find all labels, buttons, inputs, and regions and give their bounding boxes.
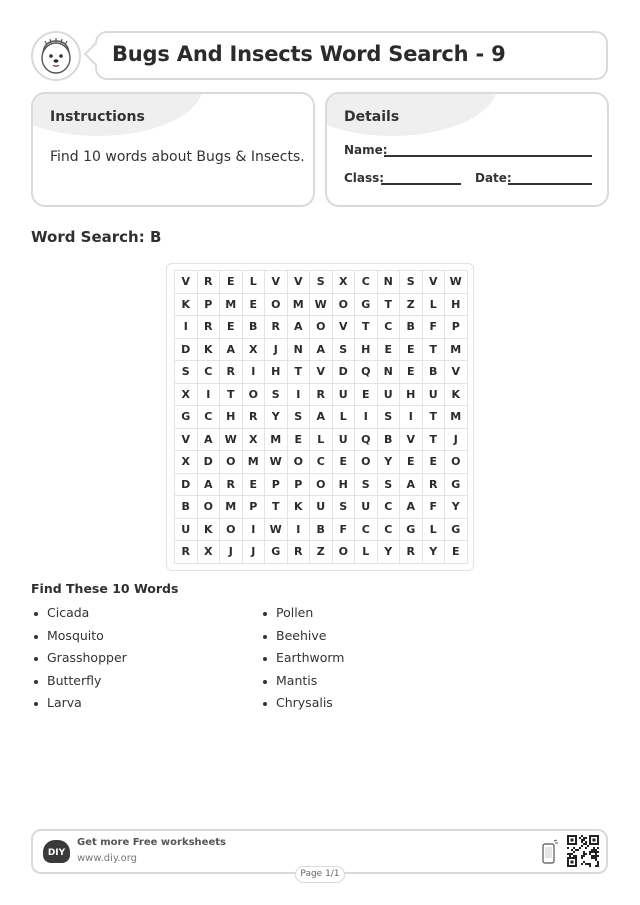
grid-cell[interactable]: O (265, 293, 288, 316)
word-list-right (260, 605, 345, 718)
grid-cell[interactable]: F (332, 518, 355, 541)
grid-row (175, 383, 468, 406)
grid-cell[interactable]: G (265, 541, 288, 564)
grid-cell[interactable]: S (377, 473, 400, 496)
grid-cell[interactable]: X (197, 541, 220, 564)
grid-cell[interactable]: C (197, 361, 220, 384)
grid-cell[interactable]: V (400, 428, 423, 451)
grid-cell[interactable]: P (197, 293, 220, 316)
grid-cell[interactable]: I (242, 518, 265, 541)
grid-cell[interactable]: V (445, 361, 468, 384)
grid-cell[interactable]: I (175, 316, 198, 339)
grid-cell[interactable]: O (332, 541, 355, 564)
grid-cell[interactable]: C (355, 271, 378, 294)
grid-cell[interactable]: M (220, 293, 243, 316)
grid-cell[interactable]: U (332, 383, 355, 406)
grid-cell[interactable]: A (310, 406, 333, 429)
word-list-title: Find These 10 Words (31, 581, 179, 596)
phone-scan-icon (541, 839, 559, 865)
grid-cell[interactable]: M (445, 406, 468, 429)
grid-cell[interactable]: C (310, 451, 333, 474)
grid-cell[interactable]: G (400, 518, 423, 541)
grid-cell[interactable]: X (242, 428, 265, 451)
grid-cell[interactable]: U (332, 428, 355, 451)
grid-cell[interactable]: R (197, 316, 220, 339)
name-label: Name: (344, 143, 388, 157)
word-list-item: Pollen (260, 605, 345, 628)
grid-cell[interactable]: U (310, 496, 333, 519)
grid-cell[interactable]: V (175, 428, 198, 451)
grid-cell[interactable]: P (265, 473, 288, 496)
grid-cell[interactable]: E (242, 473, 265, 496)
word-list-item: Butterfly (31, 673, 127, 696)
grid-cell[interactable]: O (355, 451, 378, 474)
grid-row (175, 271, 468, 294)
grid-cell[interactable]: C (377, 316, 400, 339)
instructions-heading: Instructions (50, 109, 145, 125)
grid-cell[interactable]: O (220, 518, 243, 541)
grid-cell[interactable]: E (355, 383, 378, 406)
grid-cell[interactable]: V (332, 316, 355, 339)
grid-cell[interactable]: R (242, 406, 265, 429)
grid-cell[interactable]: Z (310, 541, 333, 564)
grid-cell[interactable]: T (422, 338, 445, 361)
class-field[interactable] (381, 183, 461, 185)
grid-cell[interactable]: P (287, 473, 310, 496)
grid-cell[interactable]: V (287, 271, 310, 294)
grid-cell[interactable]: B (175, 496, 198, 519)
grid-row (175, 316, 468, 339)
grid-cell[interactable]: Q (355, 428, 378, 451)
details-heading: Details (344, 109, 400, 125)
grid-cell[interactable]: N (377, 361, 400, 384)
grid-cell[interactable]: T (377, 293, 400, 316)
letter-grid (174, 270, 468, 564)
grid-cell[interactable]: C (377, 496, 400, 519)
grid-cell[interactable]: H (400, 383, 423, 406)
class-label: Class: (344, 171, 385, 185)
grid-cell[interactable]: H (265, 361, 288, 384)
grid-cell[interactable]: P (445, 316, 468, 339)
grid-cell[interactable]: V (265, 271, 288, 294)
grid-cell[interactable]: E (400, 338, 423, 361)
grid-cell[interactable]: H (332, 473, 355, 496)
grid-cell[interactable]: K (175, 293, 198, 316)
grid-cell[interactable]: R (220, 473, 243, 496)
grid-cell[interactable]: A (400, 473, 423, 496)
instructions-text: Find 10 words about Bugs & Insects. (50, 149, 305, 165)
grid-cell[interactable]: H (445, 293, 468, 316)
grid-cell[interactable]: M (242, 451, 265, 474)
word-list-item: Mantis (260, 673, 345, 696)
grid-cell[interactable]: J (265, 338, 288, 361)
grid-cell[interactable]: V (422, 271, 445, 294)
page-indicator: Page 1/1 (295, 866, 345, 883)
grid-cell[interactable]: K (197, 518, 220, 541)
grid-cell[interactable]: Y (377, 541, 400, 564)
grid-cell[interactable]: M (287, 293, 310, 316)
grid-cell[interactable]: S (400, 271, 423, 294)
grid-cell[interactable]: S (355, 473, 378, 496)
grid-cell[interactable]: X (175, 451, 198, 474)
grid-cell[interactable]: E (287, 428, 310, 451)
grid-row (175, 451, 468, 474)
word-list-item: Earthworm (260, 650, 345, 673)
grid-cell[interactable]: I (242, 361, 265, 384)
word-list-left (31, 605, 127, 718)
grid-cell[interactable]: B (400, 316, 423, 339)
grid-cell[interactable]: R (287, 541, 310, 564)
grid-row (175, 338, 468, 361)
word-search-grid (166, 263, 474, 571)
grid-row (175, 496, 468, 519)
grid-cell[interactable]: I (400, 406, 423, 429)
grid-cell[interactable]: L (422, 518, 445, 541)
word-list-item: Mosquito (31, 628, 127, 651)
grid-cell[interactable]: S (310, 271, 333, 294)
grid-cell[interactable]: I (355, 406, 378, 429)
grid-cell[interactable]: I (197, 383, 220, 406)
grid-cell[interactable]: M (265, 428, 288, 451)
grid-cell[interactable]: R (310, 383, 333, 406)
grid-cell[interactable]: O (197, 496, 220, 519)
grid-cell[interactable]: T (265, 496, 288, 519)
grid-cell[interactable]: E (220, 316, 243, 339)
grid-cell[interactable]: L (355, 541, 378, 564)
grid-cell[interactable]: D (175, 338, 198, 361)
grid-row (175, 518, 468, 541)
instructions-box (31, 92, 315, 207)
details-box (325, 92, 609, 207)
grid-cell[interactable]: W (220, 428, 243, 451)
grid-cell[interactable]: J (445, 428, 468, 451)
grid-cell[interactable]: J (242, 541, 265, 564)
grid-cell[interactable]: A (220, 338, 243, 361)
grid-cell[interactable]: F (422, 316, 445, 339)
grid-cell[interactable]: X (175, 383, 198, 406)
grid-cell[interactable]: R (400, 541, 423, 564)
grid-cell[interactable]: S (332, 338, 355, 361)
grid-cell[interactable]: S (265, 383, 288, 406)
grid-row (175, 428, 468, 451)
grid-cell[interactable]: Q (355, 361, 378, 384)
grid-cell[interactable]: G (175, 406, 198, 429)
grid-cell[interactable]: R (422, 473, 445, 496)
grid-cell[interactable]: Z (400, 293, 423, 316)
grid-cell[interactable]: H (220, 406, 243, 429)
grid-cell[interactable]: B (242, 316, 265, 339)
grid-cell[interactable]: L (332, 406, 355, 429)
grid-cell[interactable]: Y (422, 541, 445, 564)
grid-cell[interactable]: N (287, 338, 310, 361)
grid-cell[interactable]: A (310, 338, 333, 361)
grid-cell[interactable]: C (377, 518, 400, 541)
grid-cell[interactable]: W (445, 271, 468, 294)
grid-cell[interactable]: A (197, 473, 220, 496)
grid-cell[interactable]: Y (445, 496, 468, 519)
grid-cell[interactable]: I (287, 383, 310, 406)
word-list-item: Larva (31, 695, 127, 718)
grid-cell[interactable]: E (400, 361, 423, 384)
grid-cell[interactable]: U (377, 383, 400, 406)
grid-cell[interactable]: S (175, 361, 198, 384)
date-label: Date: (475, 171, 512, 185)
grid-cell[interactable]: R (265, 316, 288, 339)
grid-cell[interactable]: D (332, 361, 355, 384)
diy-logo[interactable]: DIY (43, 840, 70, 863)
grid-cell[interactable]: A (197, 428, 220, 451)
grid-cell[interactable]: F (422, 496, 445, 519)
page-title: Bugs And Insects Word Search - 9 (112, 42, 506, 66)
grid-cell[interactable]: I (287, 518, 310, 541)
grid-cell[interactable]: K (445, 383, 468, 406)
date-field[interactable] (508, 183, 592, 185)
word-list-item: Grasshopper (31, 650, 127, 673)
word-list-item: Chrysalis (260, 695, 345, 718)
grid-cell[interactable]: E (377, 338, 400, 361)
grid-cell[interactable]: S (332, 496, 355, 519)
grid-cell[interactable]: B (377, 428, 400, 451)
word-search-title: Word Search: B (31, 228, 162, 246)
grid-cell[interactable]: C (197, 406, 220, 429)
grid-cell[interactable]: O (287, 451, 310, 474)
grid-cell[interactable]: S (377, 406, 400, 429)
grid-cell[interactable]: L (422, 293, 445, 316)
grid-cell[interactable]: Y (265, 406, 288, 429)
grid-cell[interactable]: Y (377, 451, 400, 474)
word-list-item: Beehive (260, 628, 345, 651)
grid-cell[interactable]: B (310, 518, 333, 541)
qr-code-icon[interactable] (567, 835, 599, 867)
grid-cell[interactable]: U (175, 518, 198, 541)
grid-row (175, 293, 468, 316)
grid-cell[interactable]: H (355, 338, 378, 361)
grid-row (175, 361, 468, 384)
grid-cell[interactable]: E (445, 541, 468, 564)
grid-cell[interactable]: T (220, 383, 243, 406)
grid-cell[interactable]: C (355, 518, 378, 541)
grid-cell[interactable]: J (220, 541, 243, 564)
grid-cell[interactable]: M (220, 496, 243, 519)
grid-cell[interactable]: V (310, 361, 333, 384)
mascot-avatar (31, 31, 81, 81)
grid-cell[interactable]: R (197, 271, 220, 294)
grid-cell[interactable]: T (422, 428, 445, 451)
grid-cell[interactable]: K (287, 496, 310, 519)
grid-cell[interactable]: N (377, 271, 400, 294)
grid-cell[interactable]: O (332, 293, 355, 316)
grid-cell[interactable]: O (445, 451, 468, 474)
grid-cell[interactable]: G (355, 293, 378, 316)
grid-row (175, 541, 468, 564)
grid-cell[interactable]: G (445, 473, 468, 496)
footer-promo-text: Get more Free worksheets (77, 837, 226, 848)
grid-cell[interactable]: D (175, 473, 198, 496)
grid-cell[interactable]: O (310, 316, 333, 339)
grid-cell[interactable]: T (287, 361, 310, 384)
grid-cell[interactable]: P (242, 496, 265, 519)
grid-cell[interactable]: W (265, 518, 288, 541)
grid-cell[interactable]: G (445, 518, 468, 541)
word-list-item: Cicada (31, 605, 127, 628)
grid-cell[interactable]: O (242, 383, 265, 406)
grid-cell[interactable]: D (197, 451, 220, 474)
footer-url[interactable]: www.diy.org (77, 853, 137, 864)
grid-cell[interactable]: V (175, 271, 198, 294)
grid-cell[interactable]: W (265, 451, 288, 474)
grid-cell[interactable]: B (422, 361, 445, 384)
grid-cell[interactable]: L (242, 271, 265, 294)
mascot-face-icon (33, 33, 79, 79)
grid-cell[interactable]: X (332, 271, 355, 294)
grid-cell[interactable]: U (355, 496, 378, 519)
grid-cell[interactable]: E (400, 451, 423, 474)
grid-cell[interactable]: R (220, 361, 243, 384)
grid-cell[interactable]: E (220, 271, 243, 294)
grid-cell[interactable]: W (310, 293, 333, 316)
grid-cell[interactable]: U (422, 383, 445, 406)
grid-cell[interactable]: E (332, 451, 355, 474)
grid-cell[interactable]: O (220, 451, 243, 474)
grid-cell[interactable]: T (355, 316, 378, 339)
grid-row (175, 473, 468, 496)
grid-cell[interactable]: T (422, 406, 445, 429)
grid-cell[interactable]: S (287, 406, 310, 429)
name-field[interactable] (384, 155, 592, 157)
grid-cell[interactable]: O (310, 473, 333, 496)
grid-cell[interactable]: E (242, 293, 265, 316)
grid-row (175, 406, 468, 429)
grid-cell[interactable]: A (400, 496, 423, 519)
grid-cell[interactable]: X (242, 338, 265, 361)
grid-cell[interactable]: R (175, 541, 198, 564)
grid-cell[interactable]: A (287, 316, 310, 339)
grid-cell[interactable]: E (422, 451, 445, 474)
grid-cell[interactable]: L (310, 428, 333, 451)
grid-cell[interactable]: M (445, 338, 468, 361)
grid-cell[interactable]: K (197, 338, 220, 361)
